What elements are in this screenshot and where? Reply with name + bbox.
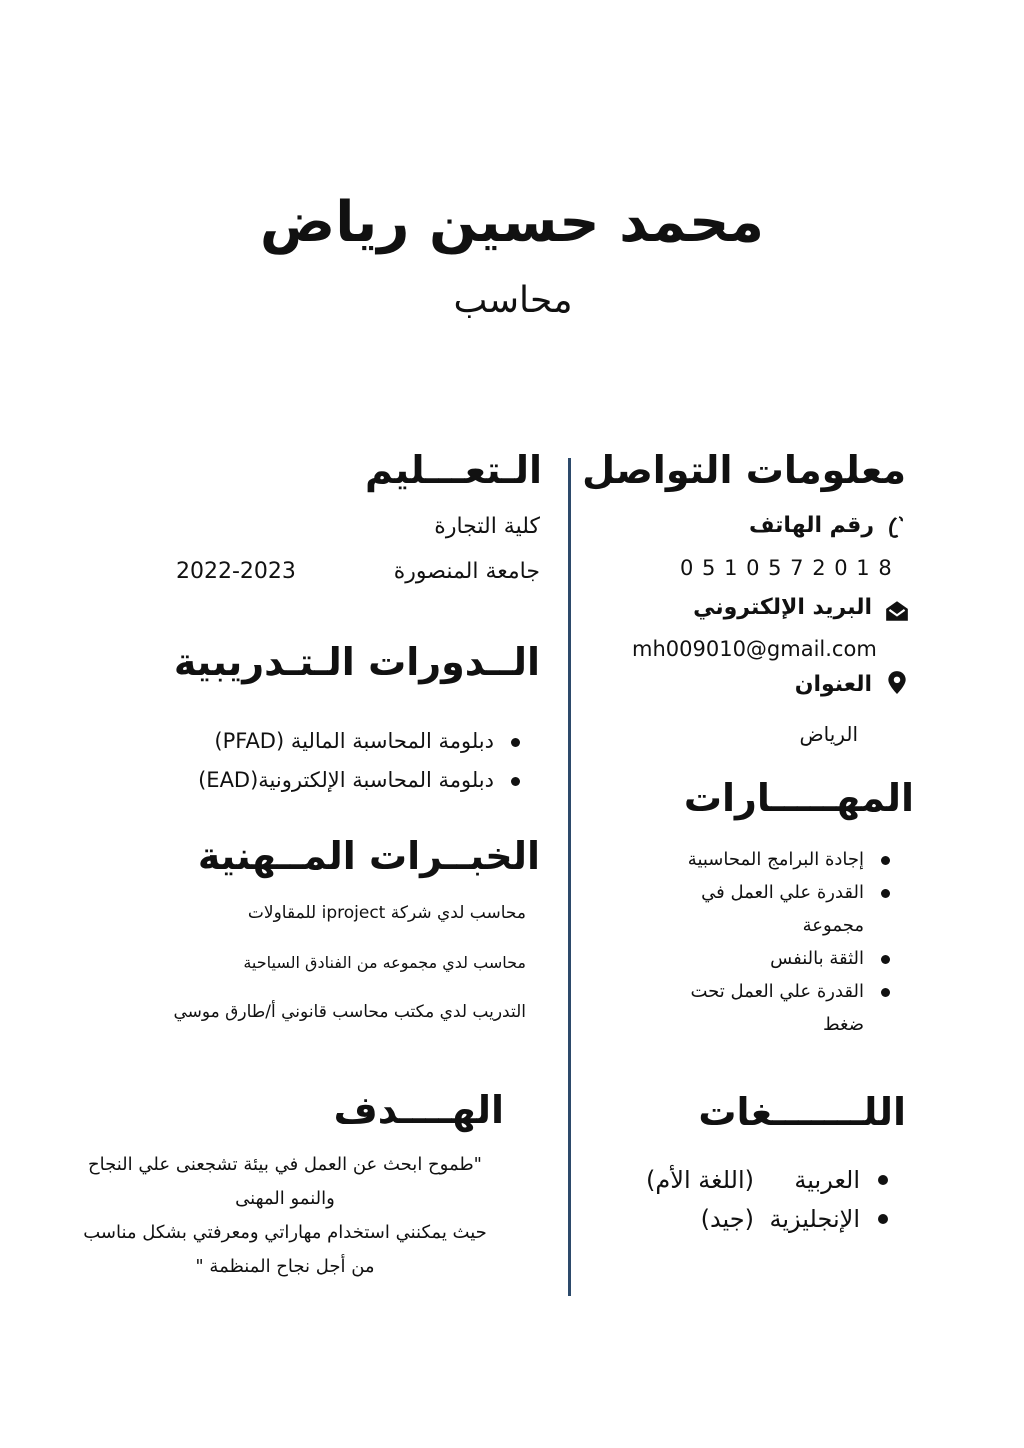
list-item-continuation: مجموعة — [802, 915, 864, 936]
list-item: دبلومة المحاسبة المالية (PFAD) — [198, 722, 528, 761]
phone-icon — [882, 514, 908, 540]
column-divider — [568, 458, 571, 1296]
language-name: الإنجليزية — [769, 1205, 860, 1233]
language-row — [701, 1205, 888, 1233]
experience-item: محاسب لدي مجموعه من الفنادق السياحية — [243, 953, 526, 972]
bullet-dot — [878, 1175, 888, 1185]
education-title: الـتعـــليم — [364, 448, 542, 492]
courses-title: الــدورات الـتـدريبية — [173, 640, 540, 684]
objective-line: من أجل نجاح المنظمة " — [195, 1256, 375, 1277]
email-label: البريد الإلكتروني — [693, 595, 872, 620]
job-title: محاسب — [453, 280, 573, 321]
languages-title: اللـــــــغات — [698, 1090, 906, 1134]
experience-item: التدريب لدي مكتب محاسب قانوني أ/طارق موسي — [173, 1002, 526, 1022]
education-university: جامعة المنصورة — [393, 559, 540, 584]
list-item: إجادة البرامج المحاسبية — [688, 843, 898, 876]
list-item: القدرة علي العمل في — [688, 876, 898, 909]
objective-text — [60, 1148, 510, 1284]
phone-value: 0 5 1 0 5 7 2 0 1 8 — [680, 556, 893, 580]
list-item-continuation: ضغط — [822, 1014, 864, 1035]
experience-item: محاسب لدي شركة iproject للمقاولات — [247, 903, 526, 923]
contact-title: معلومات التواصل — [582, 448, 906, 492]
list-item: دبلومة المحاسبة الإلكترونية(EAD) — [198, 761, 528, 800]
skills-title: المهـــــارات — [683, 776, 914, 820]
language-level: (اللغة الأم) — [646, 1166, 754, 1194]
language-level: (جيد) — [700, 1205, 754, 1233]
objective-title: الهــــدف — [333, 1088, 504, 1132]
language-row — [646, 1166, 888, 1194]
envelope-icon — [884, 598, 910, 624]
full-name: محمد حسين رياض — [259, 190, 765, 255]
email-value[interactable]: mh009010@gmail.com — [632, 637, 877, 661]
skills-list — [688, 843, 898, 1041]
address-label: العنوان — [794, 672, 872, 697]
address-value: الرياض — [799, 722, 858, 746]
objective-line: حيث يمكنني استخدام مهاراتي ومعرفتي بشكل مناسب — [83, 1222, 487, 1243]
location-pin-icon — [884, 669, 910, 695]
language-name: العربية — [794, 1166, 860, 1194]
phone-label: رقم الهاتف — [748, 513, 874, 538]
list-item: الثقة بالنفس — [688, 942, 898, 975]
courses-list — [198, 722, 528, 800]
objective-line: والنمو المهنى — [235, 1188, 335, 1209]
education-faculty: كلية التجارة — [434, 514, 540, 539]
bullet-dot — [878, 1214, 888, 1224]
education-years: 2022-2023 — [176, 559, 296, 584]
experience-title: الخبــرات المــهنية — [197, 834, 540, 878]
list-item: القدرة علي العمل تحت — [688, 975, 898, 1008]
objective-line: "طموح ابحث عن العمل في بيئة تشجعنى علي النجاح — [88, 1154, 482, 1175]
